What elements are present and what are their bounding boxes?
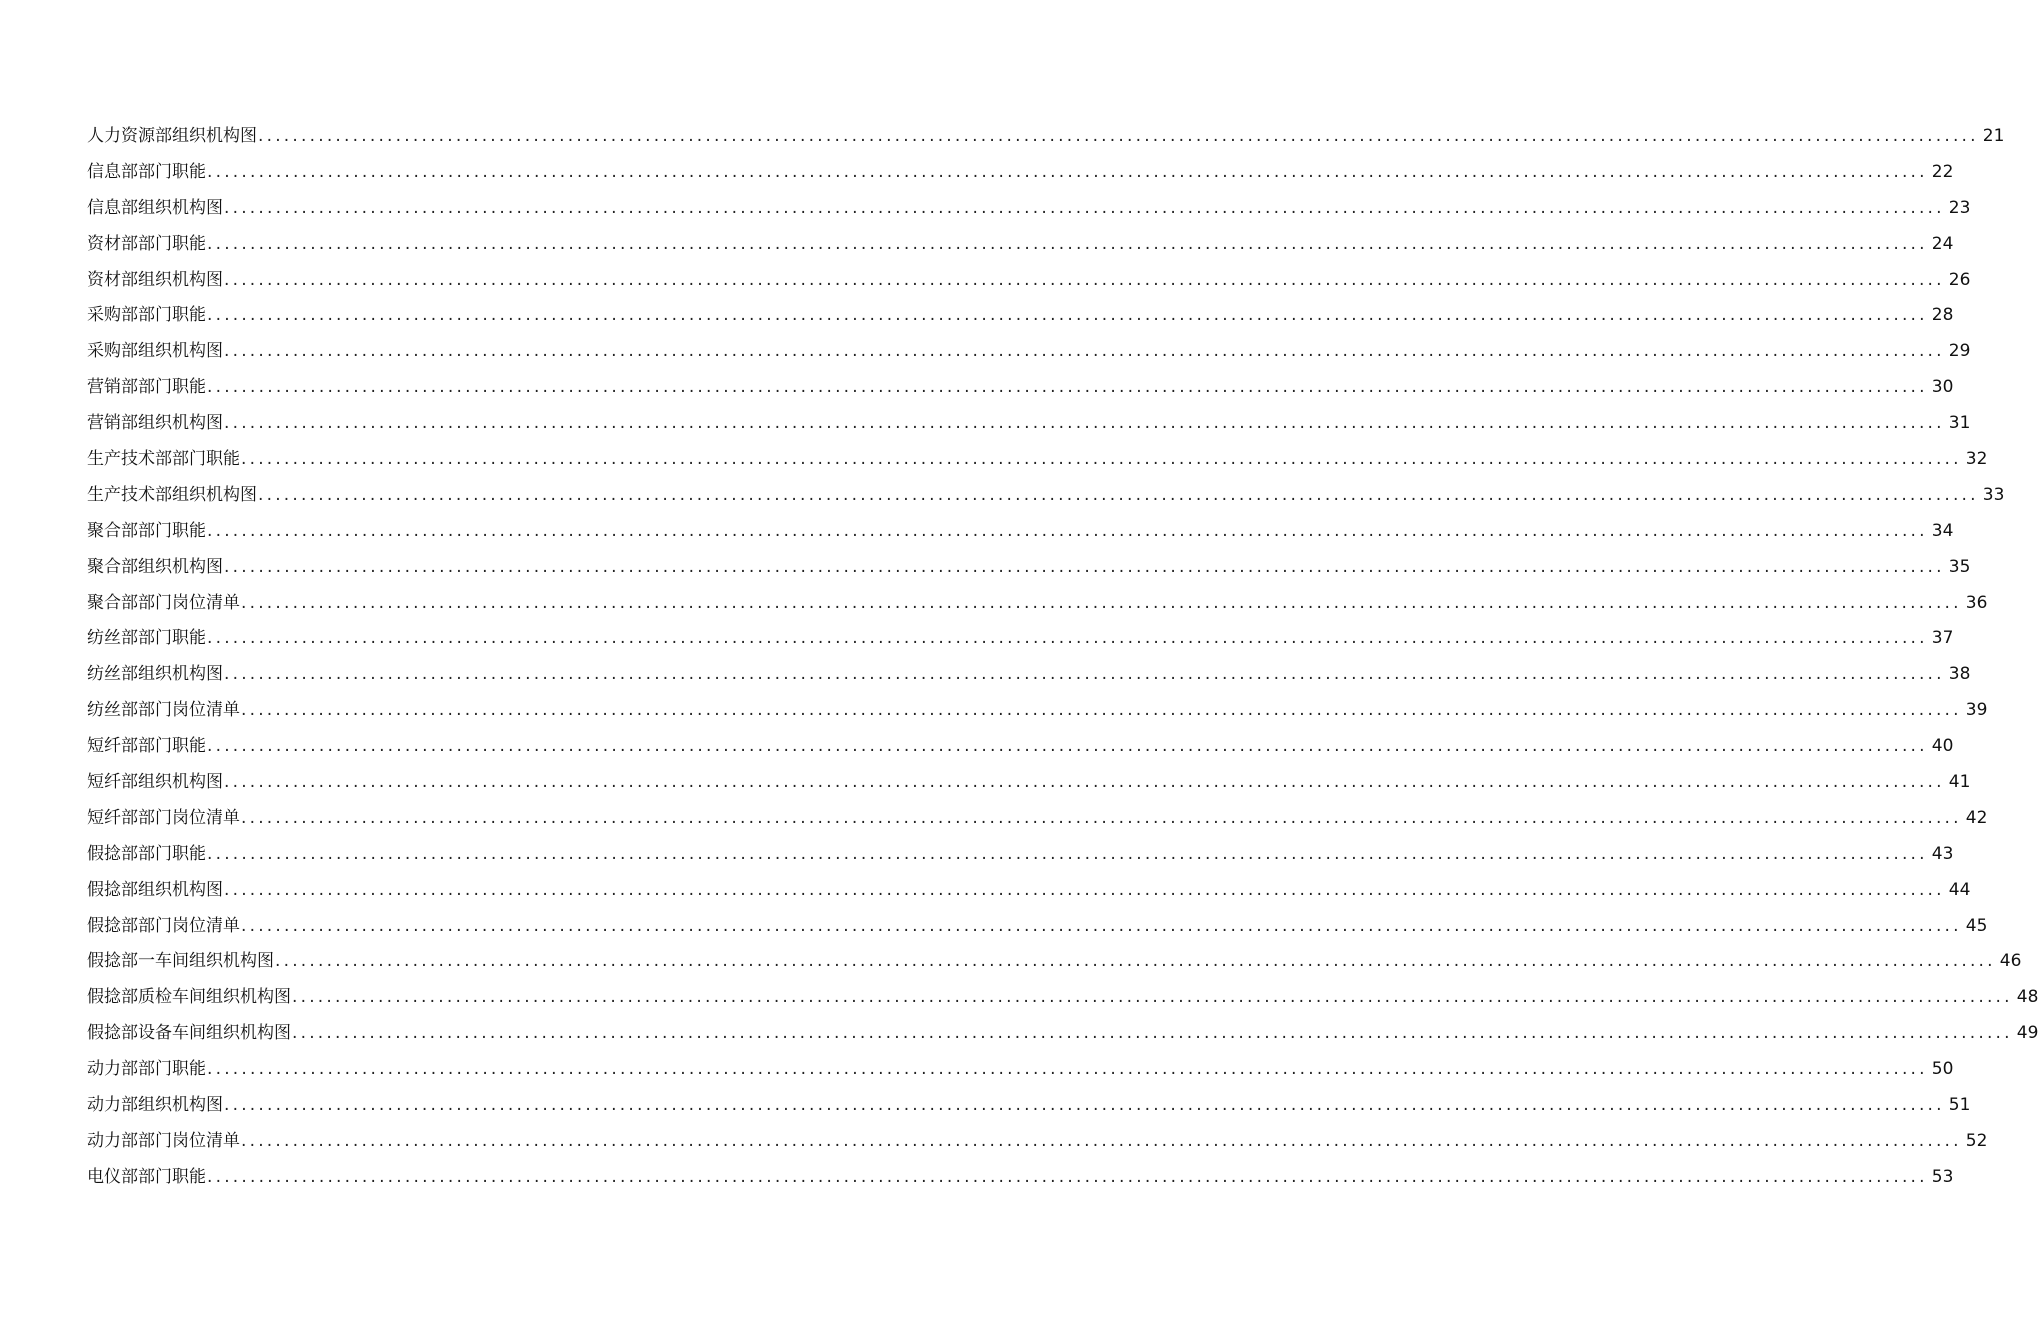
toc-entry-page-number: 40	[1931, 736, 1954, 757]
toc-entry-page-number: 29	[1948, 341, 1971, 362]
toc-entry[interactable]	[87, 944, 2022, 980]
toc-dot-leader: ........................................................................................................................................................................................................	[292, 987, 2013, 1008]
toc-dot-leader: ........................................................................................................................................................................................................	[224, 772, 1945, 793]
toc-entry[interactable]	[87, 693, 1988, 729]
toc-entry-title: 生产技术部组织机构图	[87, 484, 257, 505]
toc-entry-title: 假捻部部门岗位清单	[87, 915, 240, 936]
toc-dot-leader: ........................................................................................................................................................................................................	[224, 269, 1945, 290]
toc-entry-title: 电仪部部门职能	[87, 1166, 206, 1187]
toc-dot-leader: ........................................................................................................................................................................................................	[258, 484, 1979, 505]
toc-dot-leader: ........................................................................................................................................................................................................	[207, 843, 1928, 864]
toc-entry-title: 纺丝部组织机构图	[87, 664, 223, 685]
toc-entry-page-number: 26	[1948, 269, 1971, 290]
toc-entry-page-number: 44	[1948, 879, 1971, 900]
toc-entry-title: 资材部部门职能	[87, 233, 206, 254]
toc-entry-title: 假捻部一车间组织机构图	[87, 951, 274, 972]
toc-entry-title: 营销部组织机构图	[87, 413, 223, 434]
toc-entry[interactable]	[87, 514, 1954, 550]
toc-entry-title: 动力部组织机构图	[87, 1095, 223, 1116]
toc-entry[interactable]	[87, 191, 1971, 227]
toc-entry[interactable]	[87, 621, 1954, 657]
toc-entry[interactable]	[87, 442, 1988, 478]
toc-entry[interactable]	[87, 155, 1954, 191]
toc-entry[interactable]	[87, 1052, 1954, 1088]
toc-dot-leader: ........................................................................................................................................................................................................	[224, 879, 1945, 900]
toc-dot-leader: ........................................................................................................................................................................................................	[207, 736, 1928, 757]
toc-entry-page-number: 21	[1982, 126, 2005, 146]
toc-entry-title: 聚合部部门岗位清单	[87, 592, 240, 613]
toc-dot-leader: ........................................................................................................................................................................................................	[224, 341, 1945, 362]
toc-entry-title: 假捻部设备车间组织机构图	[87, 1023, 291, 1044]
toc-entry[interactable]	[87, 227, 1954, 263]
toc-entry[interactable]	[87, 909, 1988, 945]
toc-entry-title: 聚合部组织机构图	[87, 556, 223, 577]
toc-dot-leader: ........................................................................................................................................................................................................	[224, 1095, 1945, 1116]
toc-entry-page-number: 50	[1931, 1059, 1954, 1080]
toc-entry-title: 人力资源部组织机构图	[87, 126, 257, 146]
toc-entry[interactable]	[87, 334, 1971, 370]
toc-entry[interactable]	[87, 1088, 1971, 1124]
toc-entry-title: 短纤部部门职能	[87, 736, 206, 757]
toc-entry-page-number: 37	[1931, 628, 1954, 649]
toc-dot-leader: ........................................................................................................................................................................................................	[241, 449, 1962, 470]
toc-entry-page-number: 31	[1948, 413, 1971, 434]
toc-entry-page-number: 45	[1965, 915, 1988, 936]
toc-dot-leader: ........................................................................................................................................................................................................	[241, 1130, 1962, 1151]
toc-entry-title: 采购部部门职能	[87, 305, 206, 326]
toc-entry[interactable]	[87, 1016, 2038, 1052]
toc-dot-leader: ........................................................................................................................................................................................................	[207, 305, 1928, 326]
toc-dot-leader: ........................................................................................................................................................................................................	[224, 413, 1945, 434]
toc-entry-page-number: 43	[1931, 843, 1954, 864]
toc-entry-page-number: 33	[1982, 484, 2005, 505]
toc-entry-page-number: 49	[2016, 1023, 2038, 1044]
toc-entry-page-number: 48	[2016, 987, 2038, 1008]
toc-entry[interactable]	[87, 657, 1971, 693]
toc-dot-leader: ........................................................................................................................................................................................................	[241, 807, 1962, 828]
toc-entry[interactable]	[87, 765, 1971, 801]
toc-dot-leader: ........................................................................................................................................................................................................	[207, 377, 1928, 398]
toc-entry[interactable]	[87, 1124, 1988, 1160]
toc-dot-leader: ........................................................................................................................................................................................................	[241, 592, 1962, 613]
toc-entry-page-number: 39	[1965, 700, 1988, 721]
toc-dot-leader: ........................................................................................................................................................................................................	[207, 233, 1928, 254]
toc-entry-page-number: 22	[1931, 161, 1954, 182]
toc-entry-page-number: 46	[1999, 951, 2022, 972]
toc-entry[interactable]	[87, 119, 2005, 155]
toc-dot-leader: ........................................................................................................................................................................................................	[224, 197, 1945, 218]
toc-entry[interactable]	[87, 406, 1971, 442]
toc-entry-title: 聚合部部门职能	[87, 520, 206, 541]
toc-entry-title: 假捻部质检车间组织机构图	[87, 987, 291, 1008]
toc-entry-page-number: 28	[1931, 305, 1954, 326]
toc-entry-title: 生产技术部部门职能	[87, 449, 240, 470]
toc-entry[interactable]	[87, 586, 1988, 622]
toc-dot-leader: ........................................................................................................................................................................................................	[241, 700, 1962, 721]
toc-entry[interactable]	[87, 370, 1954, 406]
toc-entry-page-number: 42	[1965, 807, 1988, 828]
toc-entry[interactable]	[87, 873, 1971, 909]
toc-entry[interactable]	[87, 801, 1988, 837]
toc-entry-page-number: 41	[1948, 772, 1971, 793]
toc-entry-page-number: 38	[1948, 664, 1971, 685]
toc-dot-leader: ........................................................................................................................................................................................................	[292, 1023, 2013, 1044]
toc-entry-title: 信息部组织机构图	[87, 197, 223, 218]
toc-entry-page-number: 36	[1965, 592, 1988, 613]
toc-entry-title: 动力部部门职能	[87, 1059, 206, 1080]
toc-dot-leader: ........................................................................................................................................................................................................	[224, 556, 1945, 577]
toc-entry-page-number: 34	[1931, 520, 1954, 541]
toc-entry-title: 营销部部门职能	[87, 377, 206, 398]
toc-entry-title: 信息部部门职能	[87, 161, 206, 182]
toc-entry[interactable]	[87, 980, 2038, 1016]
toc-entry-page-number: 24	[1931, 233, 1954, 254]
toc-entry-title: 假捻部部门职能	[87, 843, 206, 864]
toc-entry-page-number: 53	[1931, 1166, 1954, 1187]
toc-dot-leader: ........................................................................................................................................................................................................	[241, 915, 1962, 936]
toc-dot-leader: ........................................................................................................................................................................................................	[207, 628, 1928, 649]
toc-entry[interactable]	[87, 550, 1971, 586]
toc-entry-page-number: 32	[1965, 449, 1988, 470]
toc-dot-leader: ........................................................................................................................................................................................................	[207, 1059, 1928, 1080]
toc-entry-title: 短纤部部门岗位清单	[87, 807, 240, 828]
toc-dot-leader: ........................................................................................................................................................................................................	[224, 664, 1945, 685]
toc-entry-page-number: 30	[1931, 377, 1954, 398]
toc-entry-page-number: 51	[1948, 1095, 1971, 1116]
toc-entry[interactable]	[87, 837, 1954, 873]
toc-entry-title: 采购部组织机构图	[87, 341, 223, 362]
toc-entry-title: 纺丝部部门职能	[87, 628, 206, 649]
toc-dot-leader: ........................................................................................................................................................................................................	[258, 126, 1979, 146]
toc-entry-title: 纺丝部部门岗位清单	[87, 700, 240, 721]
toc-entry[interactable]	[87, 1160, 1954, 1196]
toc-entry[interactable]	[87, 478, 2005, 514]
toc-entry[interactable]	[87, 263, 1971, 299]
toc-entry-title: 短纤部组织机构图	[87, 772, 223, 793]
toc-entry-title: 假捻部组织机构图	[87, 879, 223, 900]
toc-entry[interactable]	[87, 729, 1954, 765]
toc-dot-leader: ........................................................................................................................................................................................................	[207, 520, 1928, 541]
toc-dot-leader: ........................................................................................................................................................................................................	[207, 161, 1928, 182]
toc-entry-title: 资材部组织机构图	[87, 269, 223, 290]
toc-entry-page-number: 35	[1948, 556, 1971, 577]
toc-entry-title: 动力部部门岗位清单	[87, 1130, 240, 1151]
toc-entry[interactable]	[87, 298, 1954, 334]
toc-dot-leader: ........................................................................................................................................................................................................	[207, 1166, 1928, 1187]
toc-entry-page-number: 52	[1965, 1130, 1988, 1151]
toc-entry-page-number: 23	[1948, 197, 1971, 218]
table-of-contents	[87, 119, 2038, 1196]
toc-dot-leader: ........................................................................................................................................................................................................	[275, 951, 1996, 972]
